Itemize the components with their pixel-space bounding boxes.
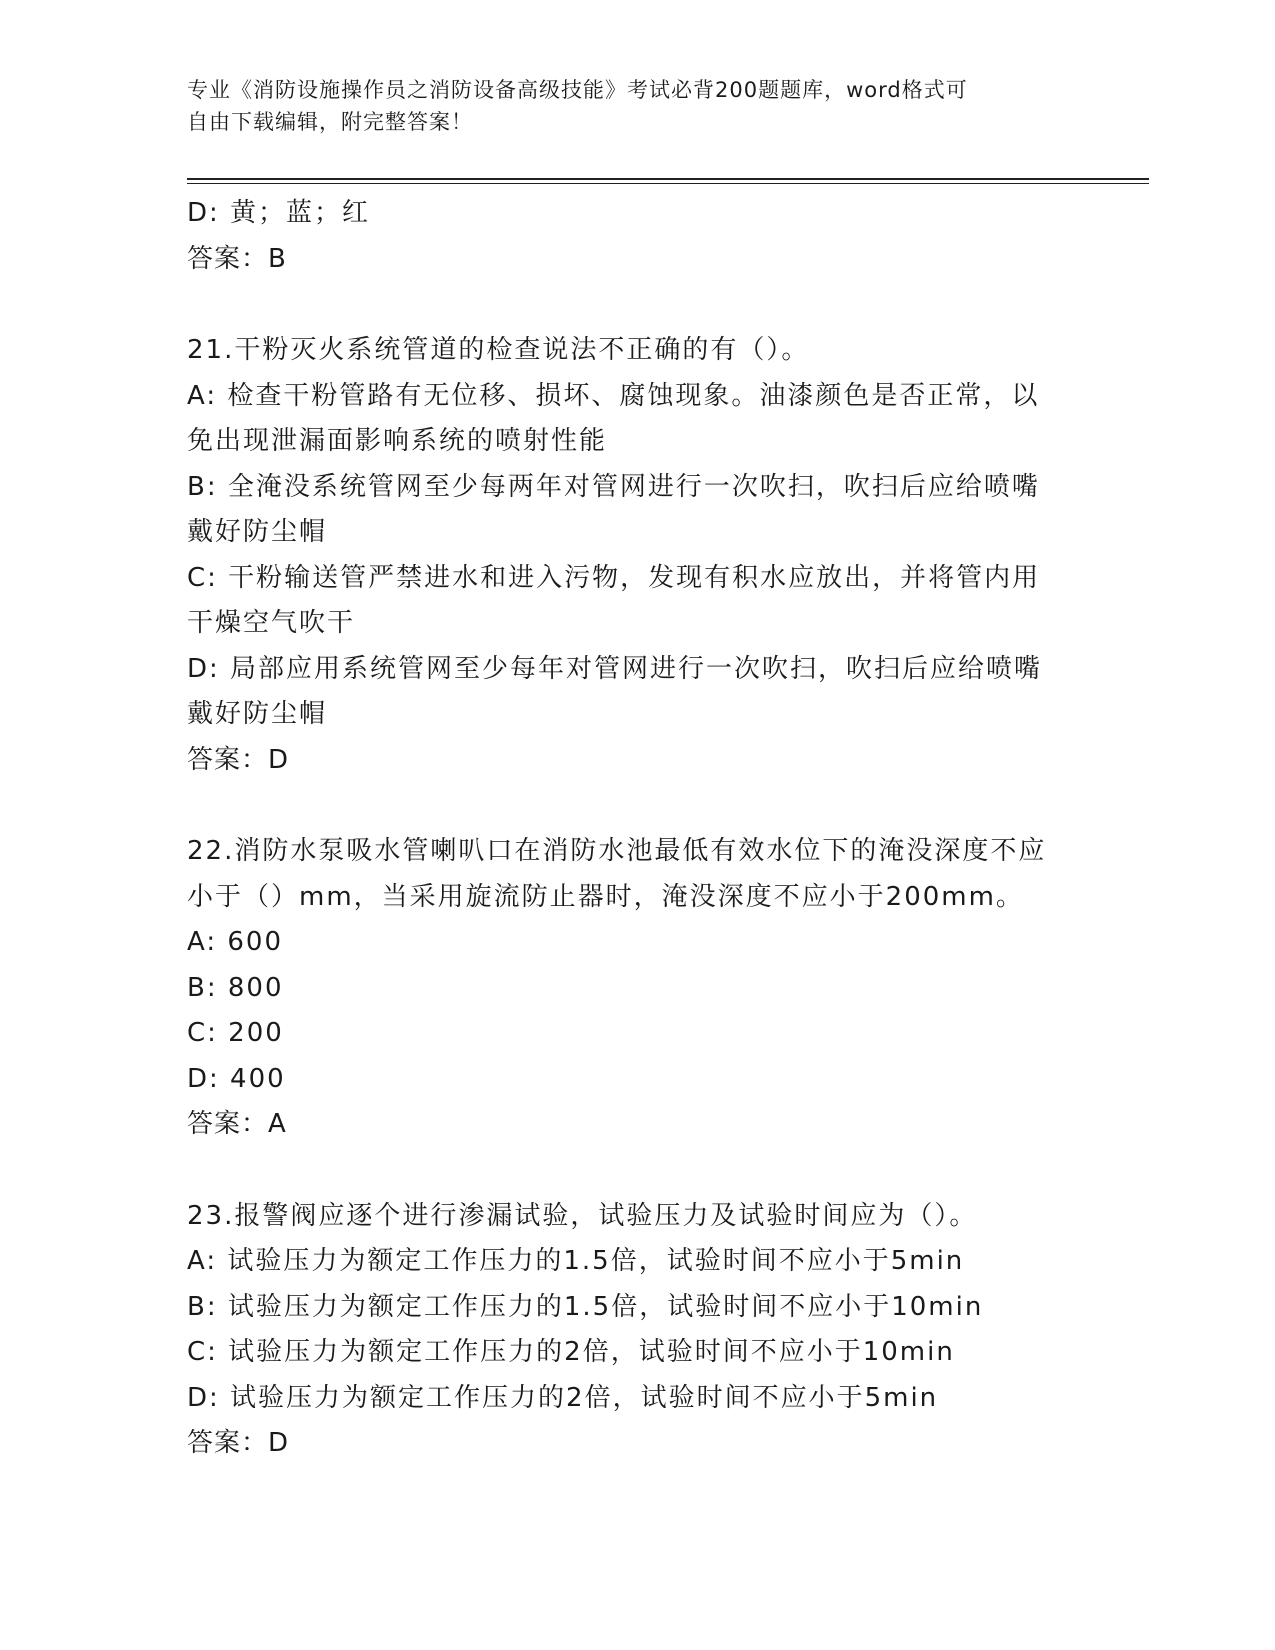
answer-line: 答案：D	[187, 1428, 290, 1458]
block-spacer	[187, 1148, 1067, 1194]
block-spacer	[187, 282, 1067, 328]
option-b: B: 试验压力为额定工作压力的1.5倍，试验时间不应小于10min	[187, 1291, 984, 1322]
question-stem: 23.报警阀应逐个进行渗漏试验，试验压力及试验时间应为（）。	[187, 1200, 978, 1231]
option-b: B: 全淹没系统管网至少每两年对管网进行一次吹扫，吹扫后应给喷嘴	[187, 471, 1040, 502]
answer-line: 答案：B	[187, 243, 287, 274]
question-21-block	[187, 328, 1067, 783]
option-a-continued: 免出现泄漏面影响系统的喷射性能	[187, 426, 608, 456]
document-header	[187, 74, 1067, 138]
option-c: C: 干粉输送管严禁进水和进入污物，发现有积水应放出，并将管内用	[187, 562, 1041, 593]
option-a: A: 试验压力为额定工作压力的1.5倍，试验时间不应小于5min	[187, 1246, 965, 1276]
option-c: C: 试验压力为额定工作压力的2倍，试验时间不应小于10min	[187, 1337, 955, 1367]
prev-question-block	[187, 191, 1067, 282]
option-a: A: 检查干粉管路有无位移、损坏、腐蚀现象。油漆颜色是否正常，以	[187, 380, 1040, 411]
block-spacer	[187, 783, 1067, 829]
option-d: D: 400	[187, 1063, 286, 1094]
option-c: C: 200	[187, 1018, 284, 1048]
question-content	[187, 191, 1067, 1467]
answer-line: 答案：A	[187, 1109, 287, 1139]
question-stem: 22.消防水泵吸水管喇叭口在消防水池最低有效水位下的淹没深度不应	[187, 836, 1047, 866]
option-d: D: 黄；蓝；红	[187, 198, 371, 228]
header-divider-thin	[187, 183, 1149, 184]
option-d: D: 局部应用系统管网至少每年对管网进行一次吹扫，吹扫后应给喷嘴	[187, 653, 1043, 684]
option-b-continued: 戴好防尘帽	[187, 517, 328, 547]
question-stem-continued: 小于（）mm，当采用旋流防止器时，淹没深度不应小于200mm。	[187, 881, 1024, 912]
header-title-line-2: 自由下载编辑，附完整答案！	[187, 110, 473, 134]
option-d-continued: 戴好防尘帽	[187, 699, 328, 729]
question-stem: 21.干粉灭火系统管道的检查说法不正确的有（）。	[187, 335, 810, 365]
header-divider-thick	[187, 178, 1149, 180]
option-a: A: 600	[187, 927, 283, 957]
header-title-line-1: 专业《消防设施操作员之消防设备高级技能》考试必背200题题库，word格式可	[187, 78, 968, 102]
question-22-block	[187, 829, 1067, 1148]
option-c-continued: 干燥空气吹干	[187, 608, 356, 638]
answer-line: 答案：D	[187, 744, 290, 775]
question-23-block	[187, 1194, 1067, 1467]
option-b: B: 800	[187, 972, 284, 1003]
option-d: D: 试验压力为额定工作压力的2倍，试验时间不应小于5min	[187, 1382, 939, 1413]
